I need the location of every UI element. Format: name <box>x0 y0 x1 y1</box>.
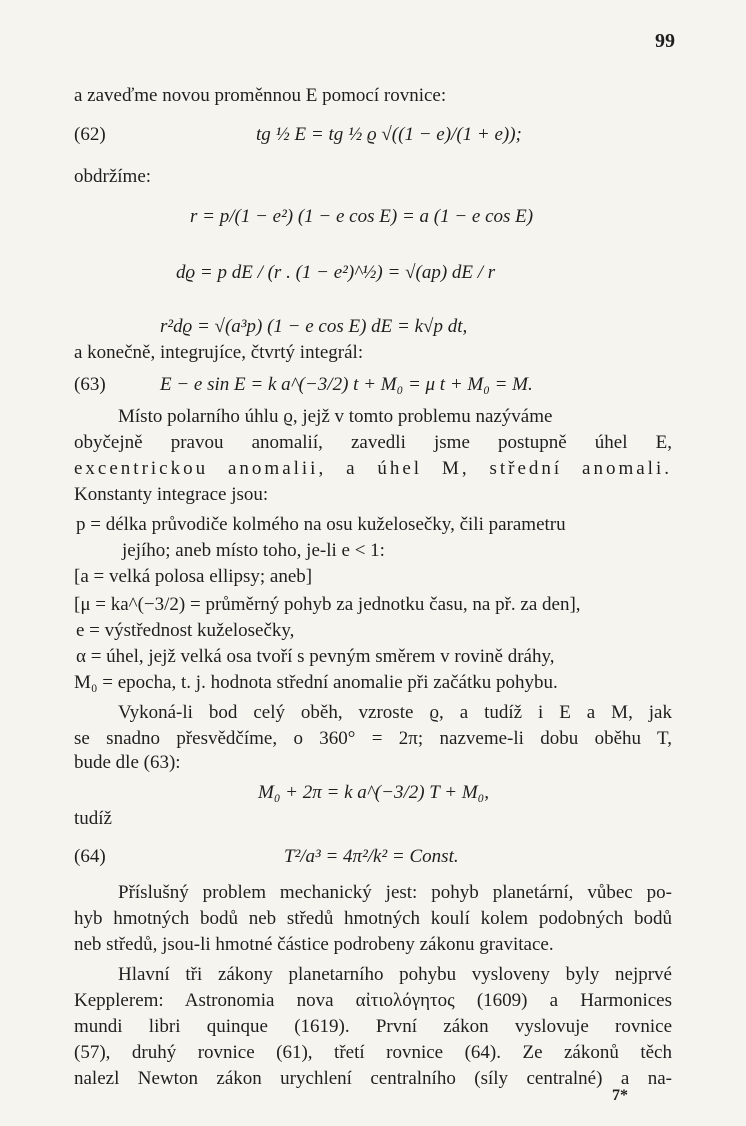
eq-r2drho: r²dϱ = √(a³p) (1 − e cos E) dE = k√p dt, <box>160 316 468 337</box>
tudiz-text: tudíž <box>74 808 112 829</box>
def-e: e = výstřednost kuželosečky, <box>76 620 295 641</box>
def-alpha: α = úhel, jejž velká osa tvoří s pevným směrem v rovině dráhy, <box>76 646 555 667</box>
para3-line-2: neb středů, jsou-li hmotné částice podrobeny zákonu gravitace. <box>74 934 554 955</box>
page-number: 99 <box>655 30 675 52</box>
para2-line-2: bude dle (63): <box>74 752 181 773</box>
para3-line-0: Příslušný problem mechanický jest: pohyb planetární, vůbec po- <box>118 882 672 903</box>
para3-line-1: hyb hmotných bodů neb středů hmotných koulí kolem podobných bodů <box>74 908 672 929</box>
para1-line-0: Místo polarního úhlu ϱ, jejž v tomto problemu nazýváme <box>118 406 553 427</box>
para2-line-1: se snadno přesvědčíme, o 360° = 2π; nazveme-li dobu oběhu T, <box>74 728 672 749</box>
para4-line-0: Hlavní tři zákony planetarního pohybu vysloveny byly nejprvé <box>118 964 672 985</box>
def-p: p = délka průvodiče kolmého na osu kuželosečky, čili parametru <box>76 514 566 535</box>
def-m0: M₀ = epocha, t. j. hodnota střední anomalie při začátku pohybu. <box>74 672 558 693</box>
eq64: T²/a³ = 4π²/k² = Const. <box>284 846 459 867</box>
eq62: tg ½ E = tg ½ ϱ √((1 − e)/(1 + e)); <box>256 124 522 145</box>
eq63: E − e sin E = k a^(−3/2) t + M₀ = μ t + M₀ = M. <box>160 374 533 395</box>
para1-line-2: excentrickou anomalii, a úhel M, střední anomali. <box>74 458 672 479</box>
para4-line-1: Kepplerem: Astronomia nova αἰτιολόγητος (1609) a Harmonices <box>74 990 672 1011</box>
eq-m0: M₀ + 2π = k a^(−3/2) T + M₀, <box>258 782 490 803</box>
eq64-label: (64) <box>74 846 106 867</box>
para4-line-4: nalezl Newton zákon urychlení centralního (síly centralné) a na- <box>74 1068 672 1089</box>
def-mu: [μ = ka^(−3/2) = průměrný pohyb za jednotku času, na př. za den], <box>74 594 581 615</box>
obdrzime-text: obdržíme: <box>74 166 152 187</box>
para4-line-3: (57), druhý rovnice (61), třetí rovnice (64). Ze zákonů těch <box>74 1042 672 1063</box>
para1-line-1: obyčejně pravou anomalií, zavedli jsme postupně úhel E, <box>74 432 672 453</box>
def-a: [a = velká polosa ellipsy; aneb] <box>74 566 313 587</box>
para4-line-2: mundi libri quinque (1619). První zákon vyslovuje rovnice <box>74 1016 672 1037</box>
signature-mark: 7* <box>612 1087 628 1104</box>
intro-text: a zaveďme novou proměnnou E pomocí rovnice: <box>74 85 447 106</box>
para2-line-0: Vykoná-li bod celý oběh, vzroste ϱ, a tudíž i E a M, jak <box>118 702 672 723</box>
eq62-label: (62) <box>74 124 106 145</box>
eq63-label: (63) <box>74 374 106 395</box>
eq-r: r = p/(1 − e²) (1 − e cos E) = a (1 − e cos E) <box>190 206 534 227</box>
def-p-cont: jejího; aneb místo toho, je-li e < 1: <box>122 540 385 561</box>
konecne-text: a konečně, integrujíce, čtvrtý integrál: <box>74 342 364 363</box>
para1-line-3: Konstanty integrace jsou: <box>74 484 269 505</box>
eq-drho: dϱ = p dE / (r . (1 − e²)^½) = √(ap) dE / r <box>176 262 496 283</box>
